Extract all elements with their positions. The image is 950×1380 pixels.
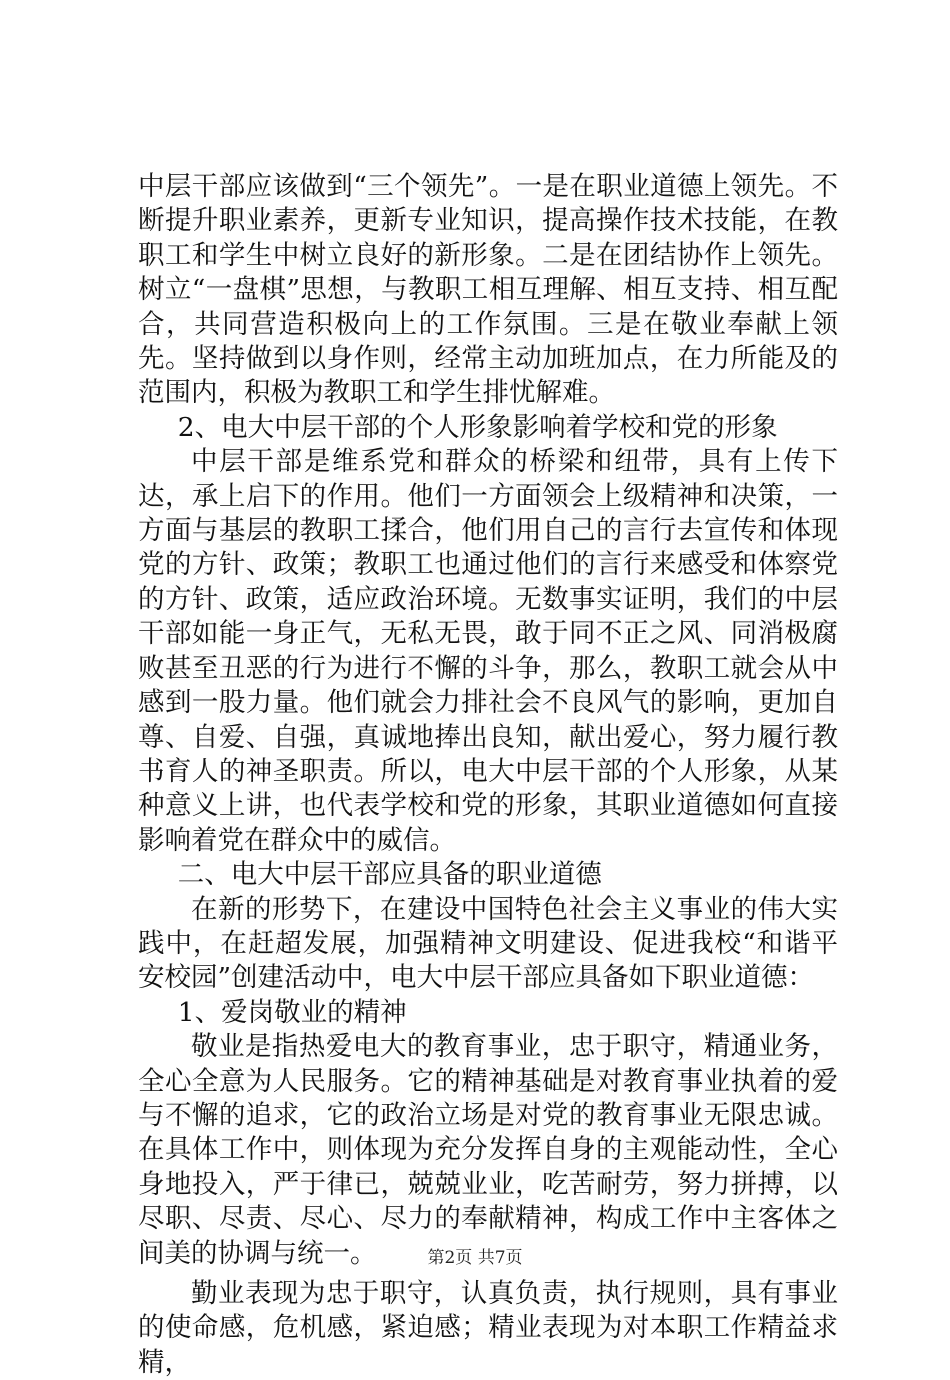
paragraph-three-leads: 中层干部应该做到“三个领先”。一是在职业道德上领先。不断提升职业素养，更新专业知识，提高操作技术技能，在教职工和学生中树立良好的新形象。二是在团结协作上领先。树立“一盘棋”思想，与教职工相互理解、相互支持、相互配合，共同营造积极向上的工作氛围。三是在敬业奉献上领先。坚持做到以身作则，经常主动加班加点，在力所能及的范围内，积极为教职工和学生排忧解难。 [138, 171, 838, 409]
paragraph-dedication-definition: 敬业是指热爱电大的教育事业，忠于职守，精通业务，全心全意为人民服务。它的精神基础是对教育事业执着的爱与不懈的追求，它的政治立场是对党的教育事业无限忠诚。在具体工作中，则体现为充分发挥自身的主观能动性，全心身地投入，严于律已，兢兢业业，吃苦耐劳，努力拼搏，以尽职、尽责、尽心、尽力的奉献精神，构成工作中主客体之间美的协调与统一。 [138, 1031, 838, 1269]
section-heading-professional-ethics: 二、电大中层干部应具备的职业道德 [177, 859, 602, 891]
paragraph-diligence: 勤业表现为忠于职守，认真负责，执行规则，具有事业的使命感，危机感，紧迫感；精业表现为对本职工作精益求精， [138, 1278, 838, 1378]
body-text [138, 170, 838, 1380]
paragraph-bridge-role: 中层干部是维系党和群众的桥梁和纽带，具有上传下达，承上启下的作用。他们一方面领会上级精神和决策，一方面与基层的教职工揉合，他们用自己的言行去宣传和体现党的方针、政策；教职工也通过他们的言行来感受和体察党的方针、政策，适应政治环境。无数事实证明，我们的中层干部如能一身正气，无私无畏，敢于同不正之风、同消极腐败甚至丑恶的行为进行不懈的斗争，那么，教职工就会从中感到一股力量。他们就会力排社会不良风气的影响，更加自尊、自爱、自强，真诚地捧出良知，献出爱心，努力履行教书育人的神圣职责。所以，电大中层干部的个人形象，从某种意义上讲，也代表学校和党的形象，其职业道德如何直接影响着党在群众中的威信。 [138, 446, 838, 856]
page-number-footer: 第2页 共7页 [427, 1248, 523, 1268]
section-heading-dedication: 1、爱岗敬业的精神 [177, 996, 407, 1028]
section-heading-personal-image: 2、电大中层干部的个人形象影响着学校和党的形象 [177, 411, 778, 443]
paragraph-new-situation: 在新的形势下，在建设中国特色社会主义事业的伟大实践中，在赶超发展，加强精神文明建设、促进我校“和谐平安校园”创建活动中，电大中层干部应具备如下职业道德： [138, 893, 838, 994]
